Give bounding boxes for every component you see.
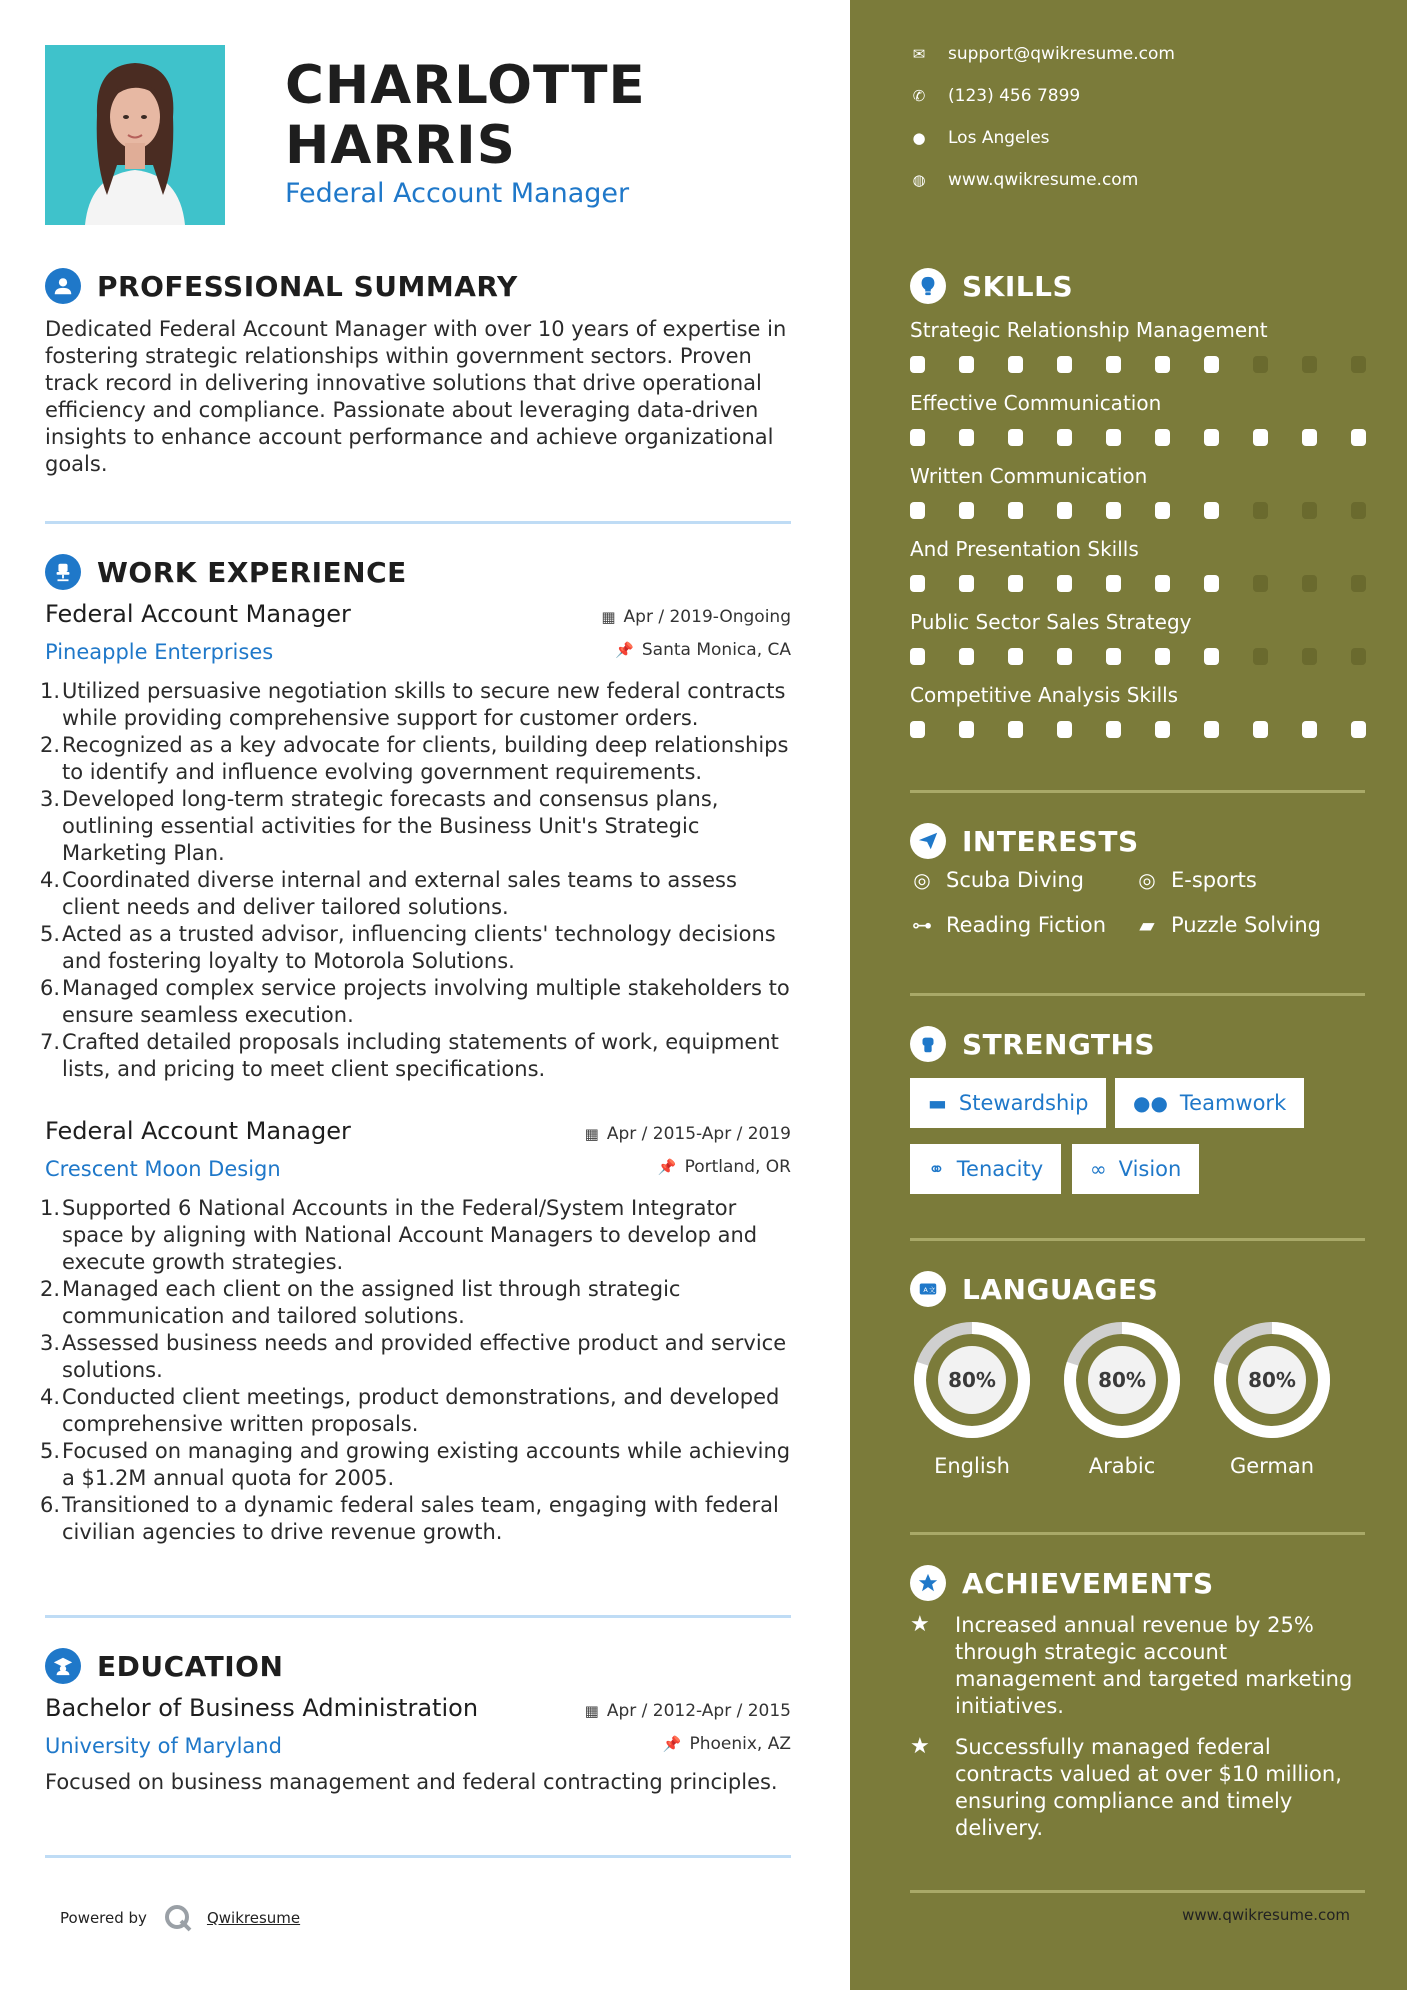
list-item: 2. Managed each client on the assigned list through strategic communication and tailored solutions. — [40, 1277, 681, 1328]
contact-website — [910, 170, 1138, 190]
achievement-item: ★ Increased annual revenue by 25% through strategic account management and targeted marketing initiatives. — [910, 1612, 1353, 1718]
list-item: 4. Coordinated diverse internal and external sales teams to assess client needs and deliver tailored solutions. — [40, 868, 737, 919]
rating-dot-filled — [1351, 721, 1366, 738]
shooting-star-icon: ★ — [910, 1734, 930, 1759]
summary-text: Dedicated Federal Account Manager with over 10 years of expertise in fostering strategic relationships within government sectors. Proven track record in delivering innovative solutions that drive operational efficiency and compliance. Passionate about leveraging data-driven insights to enhance account performance and achieve organizational goals. — [45, 317, 787, 476]
list-item: 1. Utilized persuasive negotiation skills to secure new federal contracts while providing comprehensive support for customer orders. — [40, 679, 786, 730]
language-progress-ring — [910, 1318, 1034, 1442]
list-item: 4. Conducted client meetings, product demonstrations, and developed comprehensive written proposals. — [40, 1385, 780, 1436]
rating-dot-empty — [1253, 575, 1268, 592]
rating-dot-filled — [1155, 356, 1170, 373]
brand-link[interactable]: Qwikresume — [206, 1909, 301, 1927]
rating-dot-filled — [1008, 575, 1023, 592]
sidebar — [850, 0, 1407, 1990]
language-name: English — [934, 1454, 1010, 1478]
rating-dot-filled — [910, 502, 925, 519]
achievements-title: ACHIEVEMENTS — [962, 1566, 1214, 1600]
rating-dot-filled — [1057, 429, 1072, 446]
rating-dot-empty — [1351, 356, 1366, 373]
rating-dot-filled — [1008, 429, 1023, 446]
strengths-header — [910, 1026, 1155, 1062]
list-item: 3. Assessed business needs and provided effective product and service solutions. — [40, 1331, 787, 1382]
globe-icon: ◍ — [912, 171, 926, 189]
skill-name: Competitive Analysis Skills — [910, 683, 1179, 707]
powered-by-label: Powered by — [60, 1909, 147, 1927]
education-dates: Apr / 2012-Apr / 2015 — [606, 1700, 791, 1721]
skill-name: Public Sector Sales Strategy — [910, 610, 1192, 634]
rating-dot-filled — [1253, 429, 1268, 446]
phone-icon: ✆ — [912, 87, 926, 105]
link-icon: ⚭ — [928, 1157, 945, 1181]
rating-dot-filled — [1155, 648, 1170, 665]
pin-icon: 📌 — [615, 640, 634, 659]
language-item — [910, 1318, 1034, 1478]
rating-dot-empty — [1302, 356, 1317, 373]
section-divider — [45, 521, 791, 524]
skill-name: And Presentation Skills — [910, 537, 1139, 561]
calendar-icon: ▦ — [584, 1701, 599, 1720]
skill-rating — [910, 575, 1380, 592]
job-bullets — [40, 1195, 791, 1546]
website-text[interactable]: www.qwikresume.com — [948, 170, 1139, 190]
rating-dot-filled — [1106, 721, 1121, 738]
rating-dot-filled — [1008, 356, 1023, 373]
gamepad-icon: ⊶ — [912, 913, 932, 937]
rating-dot-filled — [910, 648, 925, 665]
skill-item — [910, 464, 1380, 519]
education-location: Phoenix, AZ — [689, 1733, 791, 1754]
language-percent: 80% — [1248, 1368, 1296, 1392]
last-name: HARRIS — [285, 115, 516, 176]
interests-title: INTERESTS — [962, 824, 1139, 858]
powered-by — [60, 1903, 300, 1933]
job-role: Federal Account Manager — [285, 178, 630, 209]
rating-dot-filled — [1008, 502, 1023, 519]
strength-badge: ⚭ Tenacity — [910, 1144, 1061, 1194]
rating-dot-filled — [1057, 721, 1072, 738]
job-location: Portland, OR — [684, 1156, 791, 1177]
rating-dot-filled — [1204, 356, 1219, 373]
shooting-star-icon: ★ — [910, 1612, 930, 1637]
job-title: Federal Account Manager — [45, 1117, 351, 1145]
list-item: 6. Transitioned to a dynamic federal sales team, engaging with federal civilian agencies to drive revenue growth. — [40, 1493, 779, 1544]
strength-badge: ●● Teamwork — [1115, 1078, 1304, 1128]
skill-rating — [910, 429, 1380, 446]
skills-header — [910, 268, 1073, 304]
interests-header — [910, 823, 1139, 859]
section-divider — [45, 1615, 791, 1618]
briefcase-icon: ▬ — [928, 1091, 947, 1115]
lightbulb-icon — [910, 268, 946, 304]
section-divider — [45, 1855, 791, 1858]
calendar-icon: ▦ — [584, 1124, 599, 1143]
section-divider — [910, 1238, 1365, 1241]
language-percent: 80% — [1098, 1368, 1146, 1392]
rating-dot-filled — [1204, 502, 1219, 519]
star-icon — [910, 1565, 946, 1601]
interest-item: ◎ E-sports — [1135, 868, 1257, 892]
languages-header — [910, 1271, 1158, 1307]
footer-url[interactable]: www.qwikresume.com — [1182, 1906, 1350, 1924]
rating-dot-filled — [1155, 721, 1170, 738]
rating-dot-empty — [1302, 502, 1317, 519]
summary-title: PROFESSIONAL SUMMARY — [97, 269, 518, 303]
rating-dot-filled — [1008, 721, 1023, 738]
contact-phone — [910, 86, 1080, 106]
language-icon — [910, 1271, 946, 1307]
section-divider — [910, 1532, 1365, 1535]
phone-text: (123) 456 7899 — [948, 86, 1081, 106]
skill-rating — [910, 648, 1380, 665]
rating-dot-filled — [910, 429, 925, 446]
rating-dot-empty — [1351, 648, 1366, 665]
skill-item — [910, 537, 1380, 592]
language-item — [1210, 1318, 1334, 1478]
envelope-icon: ✉ — [912, 45, 926, 63]
skill-rating — [910, 721, 1380, 738]
skill-item — [910, 610, 1380, 665]
rating-dot-empty — [1253, 502, 1268, 519]
school: University of Maryland — [45, 1734, 282, 1758]
rating-dot-filled — [1351, 429, 1366, 446]
users-icon: ●● — [1133, 1091, 1168, 1115]
rating-dot-filled — [1155, 575, 1170, 592]
rating-dot-empty — [1302, 575, 1317, 592]
degree: Bachelor of Business Administration — [45, 1694, 479, 1722]
language-percent: 80% — [948, 1368, 996, 1392]
list-item: 5. Focused on managing and growing existing accounts while achieving a $1.2M annual quota for 2005. — [40, 1439, 791, 1490]
calendar-icon: ▦ — [601, 607, 616, 626]
education-description: Focused on business management and federal contracting principles. — [45, 1770, 778, 1794]
list-item: 3. Developed long-term strategic forecasts and consensus plans, outlining essential activities for the Business Unit's Strategic Marketing Plan. — [40, 787, 719, 865]
rating-dot-empty — [1253, 356, 1268, 373]
rating-dot-filled — [1253, 721, 1268, 738]
education-entry — [45, 1694, 791, 1794]
job-meta — [601, 600, 791, 666]
rating-dot-filled — [959, 429, 974, 446]
rating-dot-filled — [910, 721, 925, 738]
language-name: Arabic — [1088, 1454, 1156, 1478]
language-progress-ring — [1060, 1318, 1184, 1442]
rating-dot-filled — [959, 721, 974, 738]
rating-dot-filled — [910, 356, 925, 373]
skill-name: Effective Communication — [910, 391, 1162, 415]
education-title: EDUCATION — [97, 1649, 284, 1683]
skill-item — [910, 391, 1380, 446]
contact-email — [910, 44, 1175, 64]
skill-rating — [910, 356, 1380, 373]
list-item: 7. Crafted detailed proposals including statements of work, equipment lists, and pricing to meet client specifications. — [40, 1030, 779, 1081]
graduate-icon — [45, 1648, 81, 1684]
rating-dot-filled — [1057, 502, 1072, 519]
summary-header — [45, 268, 518, 304]
location-text: Los Angeles — [948, 128, 1050, 148]
rating-dot-filled — [1302, 429, 1317, 446]
rating-dot-empty — [1351, 502, 1366, 519]
rating-dot-filled — [959, 648, 974, 665]
education-header — [45, 1648, 283, 1684]
work-title: WORK EXPERIENCE — [97, 555, 407, 589]
profile-photo — [45, 45, 225, 225]
job-title: Federal Account Manager — [45, 600, 351, 628]
rating-dot-filled — [1008, 648, 1023, 665]
list-item: 2. Recognized as a key advocate for clients, building deep relationships to identify and influence evolving government requirements. — [40, 733, 789, 784]
achievements-header — [910, 1565, 1214, 1601]
paper-plane-icon — [910, 823, 946, 859]
skills-title: SKILLS — [962, 269, 1074, 303]
rating-dot-filled — [1106, 429, 1121, 446]
rating-dot-filled — [1155, 429, 1170, 446]
work-header — [45, 554, 407, 590]
svg-text:文: 文 — [928, 1285, 936, 1294]
qwikresume-logo-icon — [163, 1903, 193, 1933]
strengths-title: STRENGTHS — [962, 1027, 1156, 1061]
skill-name: Strategic Relationship Management — [910, 318, 1268, 342]
first-name: CHARLOTTE — [285, 55, 646, 116]
rating-dot-filled — [1106, 502, 1121, 519]
list-item: 1. Supported 6 National Accounts in the Federal/System Integrator space by aligning with National Account Managers to develop and execute growth strategies. — [40, 1196, 758, 1274]
job-meta — [585, 1117, 791, 1183]
interest-item: ▰ Puzzle Solving — [1135, 913, 1321, 937]
binoculars-icon: ∞ — [1090, 1157, 1107, 1181]
rating-dot-filled — [959, 502, 974, 519]
job-entry — [40, 1117, 791, 1546]
achievement-item: ★ Successfully managed federal contracts valued at over $10 million, ensuring compliance and timely delivery. — [910, 1734, 1342, 1840]
rating-dot-empty — [1253, 648, 1268, 665]
language-progress-ring — [1210, 1318, 1334, 1442]
list-item: 5. Acted as a trusted advisor, influencing clients' technology decisions and fostering loyalty to Motorola Solutions. — [40, 922, 776, 973]
rating-dot-filled — [1204, 648, 1219, 665]
map-pin-icon: ● — [912, 129, 926, 147]
rating-dot-filled — [1057, 575, 1072, 592]
pin-icon: 📌 — [662, 1734, 682, 1753]
life-ring-icon: ◎ — [913, 868, 931, 892]
office-chair-icon — [45, 554, 81, 590]
strength-badge: ∞ Vision — [1072, 1144, 1199, 1194]
rating-dot-filled — [1204, 429, 1219, 446]
rating-dot-filled — [1204, 721, 1219, 738]
section-divider — [910, 993, 1365, 996]
languages-title: LANGUAGES — [962, 1272, 1159, 1306]
section-divider — [910, 790, 1365, 793]
job-company: Pineapple Enterprises — [45, 640, 274, 664]
rating-dot-filled — [1204, 575, 1219, 592]
rating-dot-filled — [1155, 502, 1170, 519]
rating-dot-filled — [959, 575, 974, 592]
rating-dot-empty — [1351, 575, 1366, 592]
fist-icon — [910, 1026, 946, 1062]
rating-dot-filled — [1106, 648, 1121, 665]
email-text[interactable]: support@qwikresume.com — [948, 44, 1175, 64]
job-company: Crescent Moon Design — [45, 1157, 281, 1181]
job-dates: Apr / 2015-Apr / 2019 — [606, 1123, 791, 1144]
rating-dot-filled — [1106, 575, 1121, 592]
user-icon — [45, 268, 81, 304]
rating-dot-empty — [1302, 648, 1317, 665]
rating-dot-filled — [1057, 356, 1072, 373]
job-location: Santa Monica, CA — [641, 639, 791, 660]
portrait-image — [45, 45, 225, 225]
pin-icon: 📌 — [657, 1157, 677, 1176]
language-item — [1060, 1318, 1184, 1478]
section-divider — [910, 1890, 1365, 1893]
job-dates: Apr / 2019-Ongoing — [623, 606, 791, 627]
rating-dot-filled — [1057, 648, 1072, 665]
skill-name: Written Communication — [910, 464, 1148, 488]
svg-text:A: A — [923, 1285, 928, 1294]
skill-item — [910, 683, 1380, 738]
full-name — [285, 56, 646, 176]
list-item: 6. Managed complex service projects involving multiple stakeholders to ensure seamless execution. — [40, 976, 790, 1027]
language-name: German — [1229, 1454, 1315, 1478]
job-bullets — [40, 678, 791, 1083]
education-meta — [585, 1694, 791, 1760]
interest-item: ⊶ Reading Fiction — [912, 913, 1107, 937]
skill-rating — [910, 502, 1380, 519]
book-icon: ▰ — [1139, 913, 1155, 937]
strength-badge: ▬ Stewardship — [910, 1078, 1106, 1128]
interest-item: ◎ Scuba Diving — [910, 868, 1084, 892]
rating-dot-filled — [959, 356, 974, 373]
skill-item — [910, 318, 1380, 373]
job-entry — [40, 600, 791, 1083]
life-ring-icon: ◎ — [1138, 868, 1156, 892]
rating-dot-filled — [910, 575, 925, 592]
contact-location — [910, 128, 1050, 148]
rating-dot-filled — [1302, 721, 1317, 738]
rating-dot-filled — [1106, 356, 1121, 373]
